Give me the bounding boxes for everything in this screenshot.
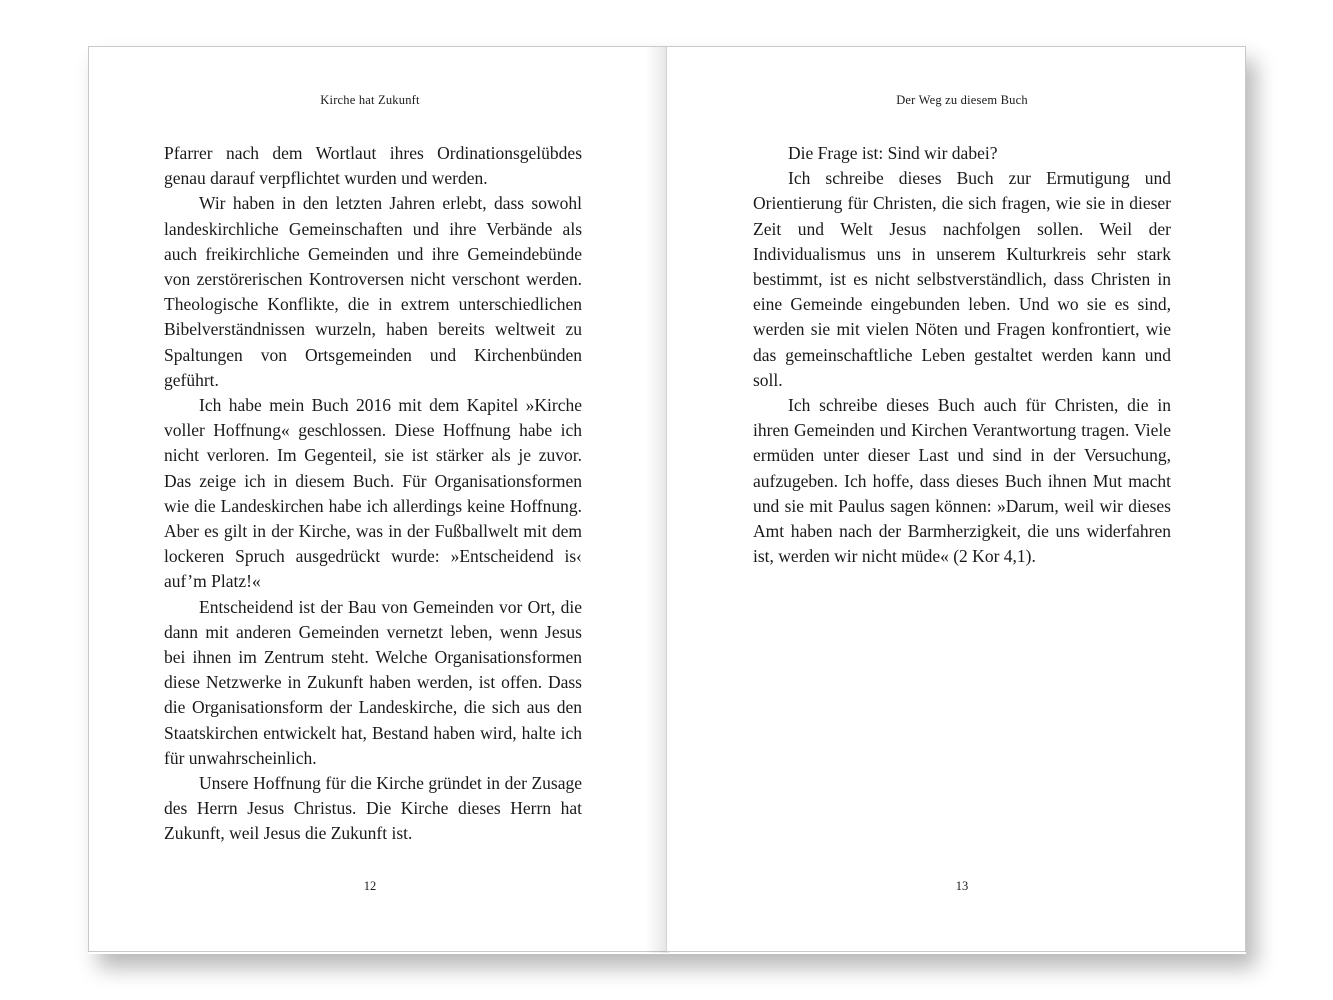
paragraph: Entscheidend ist der Bau von Gemeinden vor Ort, die dann mit anderen Gemeinden vernetzt leben, wenn Jesus bei ihnen im Zentrum steht. Welche Organisationsformen diese Netzwerke in Zukunft haben werden, ist offen. Dass die Organisationsform der Landeskirche, die sich aus den Staatskirchen entwickelt hat, Bestand haben wird, halte ich für unwahrscheinlich. <box>164 596 582 768</box>
body-text <box>753 141 1171 569</box>
page-number: 12 <box>363 879 377 893</box>
running-head: Kirche hat Zukunft <box>320 93 420 107</box>
book-spread <box>88 46 1246 954</box>
paragraph: Ich habe mein Buch 2016 mit dem Kapitel »Kirche voller Hoffnung« geschlossen. Diese Hoffnung habe ich nicht verloren. Im Gegenteil, sie ist stärker als je zuvor. Das zeige ich in diesem Buch. Für Organisationsformen wie die Landeskirchen habe ich allerdings keine Hoffnung. Aber es gilt in der Kirche, was in der Fußballwelt mit dem lockeren Spruch ausgedrückt wurde: »Entscheidend is‹ auf’m Platz!« <box>164 395 582 592</box>
running-head: Der Weg zu diesem Buch <box>896 93 1028 107</box>
right-page <box>666 46 1246 952</box>
paragraph: Wir haben in den letzten Jahren erlebt, dass sowohl landeskirchliche Gemeinschaften und ihre Verbände als auch freikirchliche Gemeinden und ihre Gemeindebünde von zerstörerischen Kontroversen nicht verschont werden. Theologische Konflikte, die in extrem unterschiedlichen Bibelverständnissen wurzeln, haben bereits weltweit zu Spaltungen von Ortsgemeinden und Kirchenbünden geführt. <box>164 193 582 390</box>
paragraph: Pfarrer nach dem Wortlaut ihres Ordinationsgelübdes genau darauf verpflichtet wurden und werden. <box>164 143 582 189</box>
paragraph: Ich schreibe dieses Buch auch für Christen, die in ihren Gemeinden und Kirchen Verantwortung tragen. Viele ermüden unter dieser Last und sind in der Versuchung, aufzugeben. Ich hoffe, dass dieses Buch ihnen Mut macht und sie mit Paulus sagen können: »Darum, weil wir dieses Amt haben nach der Barmherzigkeit, die uns widerfahren ist, werden wir nicht müde« (2 Kor 4,1). <box>753 395 1171 567</box>
page-number: 13 <box>955 879 969 893</box>
paragraph: Die Frage ist: Sind wir dabei? <box>788 143 998 163</box>
left-page <box>88 46 668 952</box>
body-text <box>164 141 582 847</box>
paragraph: Ich schreibe dieses Buch zur Ermutigung und Orientierung für Christen, die sich fragen, wie sie in dieser Zeit und Welt Jesus nachfolgen sollen. Weil der Individualismus uns in unserem Kulturkreis sehr stark bestimmt, ist es nicht selbstverständlich, dass Christen in eine Gemeinde eingebunden leben. Und wo sie es sind, werden sie mit vielen Nöten und Fragen konfrontiert, wie das gemeinschaftliche Leben gestaltet werden kann und soll. <box>753 168 1171 390</box>
paragraph: Unsere Hoffnung für die Kirche gründet in der Zusage des Herrn Jesus Christus. Die Kirche dieses Herrn hat Zukunft, weil Jesus die Zukunft ist. <box>164 773 582 844</box>
